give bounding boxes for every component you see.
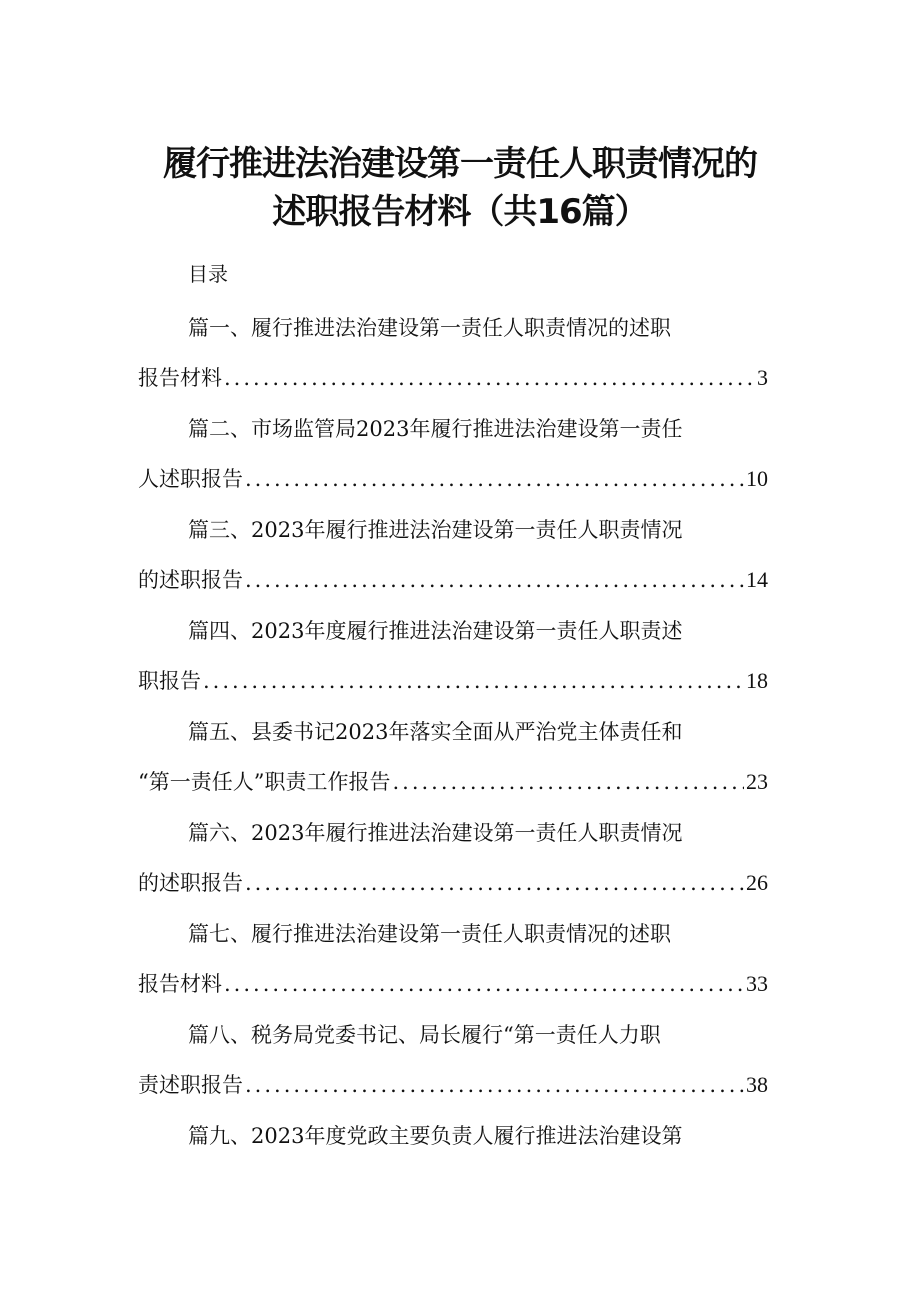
toc-entry-2-title-cont: 人述职报告: [138, 467, 243, 491]
dot-leader: [245, 1073, 744, 1097]
toc-entry-1[interactable]: [138, 362, 768, 392]
toc-entry-6-title: 篇六、2023年履行推进法治建设第一责任人职责情况: [188, 821, 683, 845]
toc-entry-7-title-cont: 报告材料: [138, 972, 222, 996]
toc-entry-5-title: 篇五、县委书记2023年落实全面从严治党主体责任和: [188, 720, 683, 744]
toc-entry-8-title-cont: 责述职报告: [138, 1073, 243, 1097]
document-title-line-1: 履行推进法治建设第一责任人职责情况的: [163, 144, 757, 184]
toc-entry-2-page: 10: [746, 466, 768, 491]
toc-entry-8[interactable]: [138, 1069, 768, 1099]
toc-entry-6-title-cont: 的述职报告: [138, 871, 243, 895]
toc-entry-7-page: 33: [746, 971, 768, 996]
toc-entry-1-page: 3: [757, 365, 768, 390]
dot-leader: [224, 366, 755, 390]
toc-entry-2-title: 篇二、市场监管局2023年履行推进法治建设第一责任: [188, 417, 683, 441]
dot-leader: [245, 467, 744, 491]
dot-leader: [392, 770, 744, 794]
toc-entry-7[interactable]: [138, 968, 768, 998]
toc-entry-5-title-cont: “第一责任人”职责工作报告: [138, 770, 391, 794]
toc-entry-6[interactable]: [138, 867, 768, 897]
dot-leader: [245, 568, 744, 592]
toc-entry-1-title-cont: 报告材料: [138, 366, 222, 390]
toc-entry-4[interactable]: [138, 665, 768, 695]
toc-entry-8-page: 38: [746, 1072, 768, 1097]
dot-leader: [245, 871, 744, 895]
toc-entry-4-title-cont: 职报告: [138, 669, 201, 693]
toc-entry-9-title[interactable]: 篇九、2023年度党政主要负责人履行推进法治建设第: [188, 1124, 683, 1148]
toc-entry-3-title-cont: 的述职报告: [138, 568, 243, 592]
dot-leader: [203, 669, 744, 693]
toc-entry-3-title: 篇三、2023年履行推进法治建设第一责任人职责情况: [188, 518, 683, 542]
toc-entry-2[interactable]: [138, 463, 768, 493]
toc-entry-3-page: 14: [746, 567, 768, 592]
toc-entry-6-page: 26: [746, 870, 768, 895]
dot-leader: [224, 972, 744, 996]
toc-entry-5[interactable]: [138, 766, 768, 796]
toc-entry-5-page: 23: [746, 769, 768, 794]
document-title-line-2: 述职报告材料（共16篇）: [272, 192, 648, 232]
toc-entry-4-title: 篇四、2023年度履行推进法治建设第一责任人职责述: [188, 619, 683, 643]
toc-heading: 目录: [188, 262, 228, 286]
toc-entry-3[interactable]: [138, 564, 768, 594]
toc-entry-4-page: 18: [746, 668, 768, 693]
toc-entry-1-title: 篇一、履行推进法治建设第一责任人职责情况的述职: [188, 316, 671, 340]
toc-entry-8-title: 篇八、税务局党委书记、局长履行“第一责任人力职: [188, 1023, 661, 1047]
toc-entry-7-title: 篇七、履行推进法治建设第一责任人职责情况的述职: [188, 922, 671, 946]
